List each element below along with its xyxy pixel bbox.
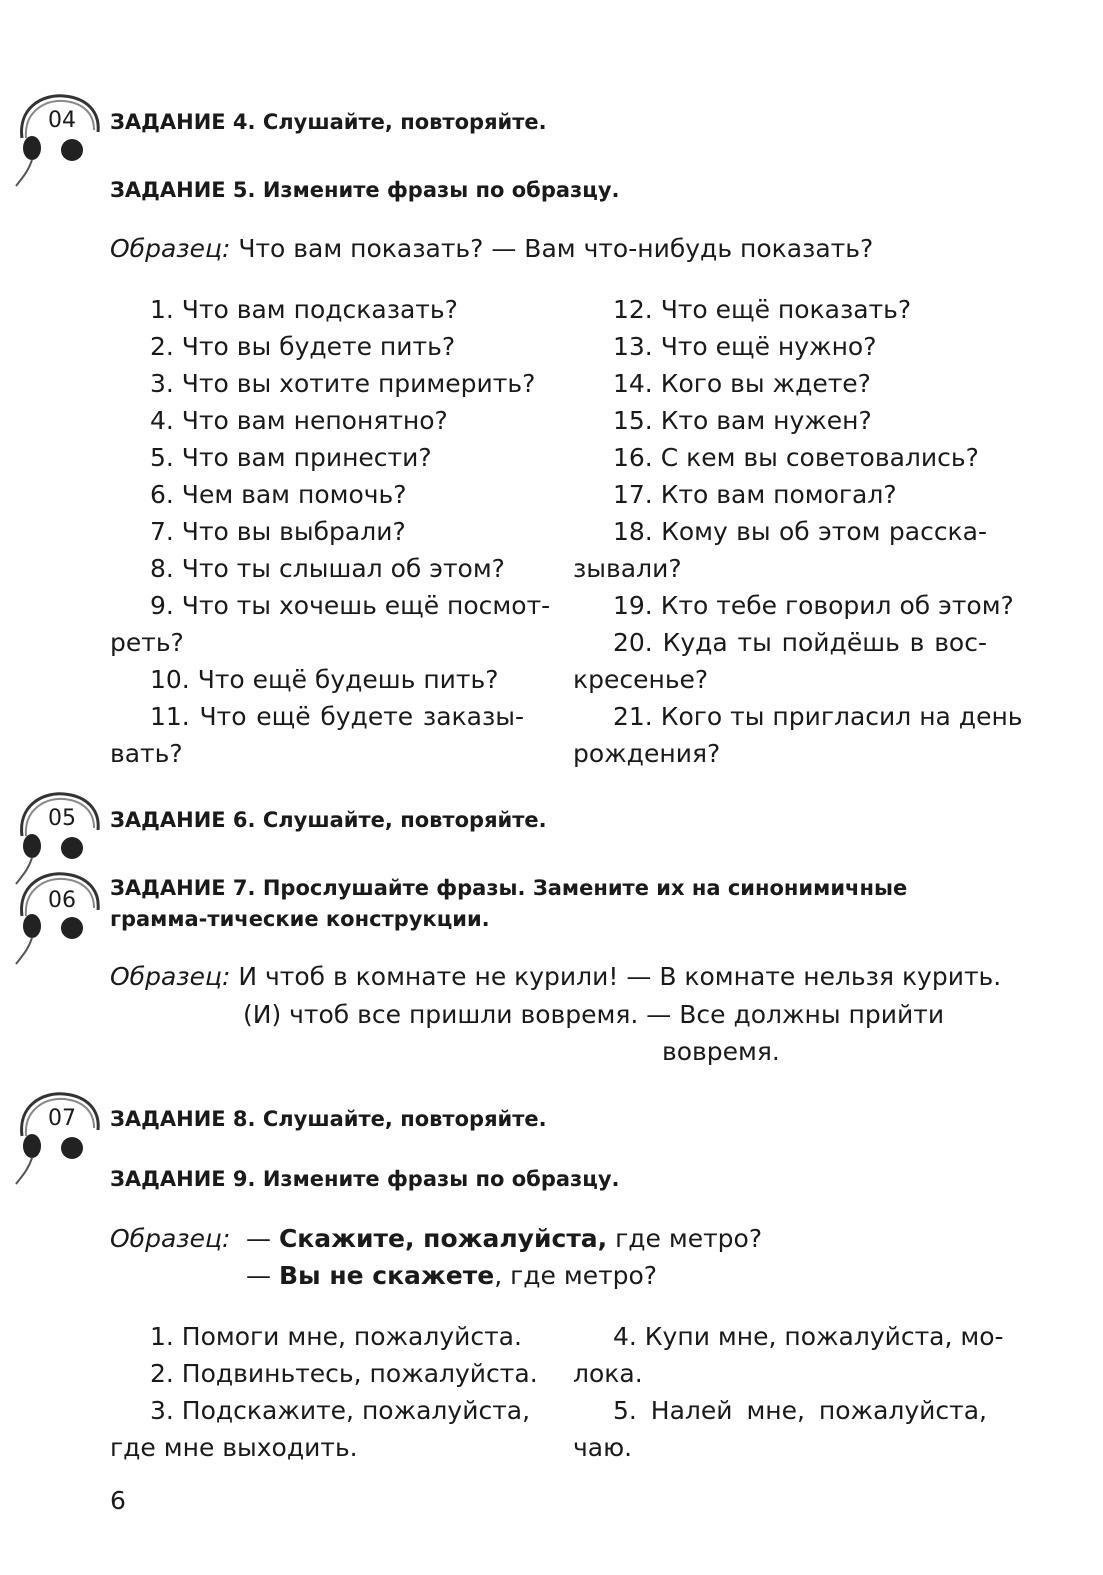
task9-sample-line xyxy=(246,1261,657,1290)
list-item-continuation: зывали? xyxy=(573,554,682,583)
task9-column-right xyxy=(573,1318,1004,1466)
list-item: 14. Кого вы ждете? xyxy=(613,369,871,398)
list-item: 8. Что ты слышал об этом? xyxy=(150,554,505,583)
list-item: 13. Что ещё нужно? xyxy=(613,332,877,361)
sample-label: Образец: xyxy=(110,234,231,263)
page-number: 6 xyxy=(110,1486,126,1515)
dash: — xyxy=(246,1261,271,1290)
task9-title: ЗАДАНИЕ 9. Измените фразы по образцу. xyxy=(110,1167,620,1191)
task4-title: ЗАДАНИЕ 4. Слушайте, повторяйте. xyxy=(110,110,547,134)
list-item-continuation: вать? xyxy=(110,739,183,768)
sample-text: И чтоб в комнате не курили! — В комнате нельзя курить. xyxy=(238,962,1002,991)
list-item: 4. Купи мне, пожалуйста, мо- xyxy=(613,1322,1004,1351)
dash: — xyxy=(246,1224,271,1253)
list-item: 1. Что вам подсказать? xyxy=(150,295,458,324)
list-item: 16. С кем вы советовались? xyxy=(613,443,979,472)
audio-track-number: 07 xyxy=(48,1106,76,1131)
list-item: 7. Что вы выбрали? xyxy=(150,517,406,546)
audio-track-number: 05 xyxy=(48,806,76,831)
task5-sample xyxy=(110,234,873,263)
list-item: 6. Чем вам помочь? xyxy=(150,480,407,509)
task7-sample-line: (И) чтоб все пришли вовремя. — Все должны прийти xyxy=(243,1000,945,1029)
list-item: 11. Что ещё будете заказы- xyxy=(150,702,524,731)
list-item: 2. Что вы будете пить? xyxy=(150,332,456,361)
task5-title: ЗАДАНИЕ 5. Измените фразы по образцу. xyxy=(110,178,620,202)
task5-column-left xyxy=(110,291,551,772)
audio-track-number: 04 xyxy=(48,108,76,133)
sample-rest: где метро? xyxy=(607,1224,763,1253)
list-item: 19. Кто тебе говорил об этом? xyxy=(613,591,1014,620)
list-item-continuation: чаю. xyxy=(573,1433,633,1462)
task9-sample xyxy=(110,1224,230,1253)
list-item: 15. Кто вам нужен? xyxy=(613,406,872,435)
list-item: 2. Подвиньтесь, пожалуйста. xyxy=(150,1359,538,1388)
list-item: 3. Подскажите, пожалуйста, xyxy=(150,1396,531,1425)
list-item: 12. Что ещё показать? xyxy=(613,295,912,324)
list-item: 20. Куда ты пойдёшь в вос- xyxy=(613,628,987,657)
task6-title: ЗАДАНИЕ 6. Слушайте, повторяйте. xyxy=(110,808,547,832)
sample-rest: , где метро? xyxy=(494,1261,658,1290)
sample-label: Образец: xyxy=(110,962,231,991)
headphones-icon[interactable] xyxy=(12,866,102,966)
task9-column-left xyxy=(110,1318,538,1466)
task8-title: ЗАДАНИЕ 8. Слушайте, повторяйте. xyxy=(110,1107,547,1131)
headphones-icon[interactable] xyxy=(12,1086,102,1186)
list-item-continuation: лока. xyxy=(573,1359,643,1388)
sample-bold: Скажите, пожалуйста, xyxy=(278,1224,608,1253)
list-item: 21. Кого ты пригласил на день xyxy=(613,702,1023,731)
task7-sample xyxy=(110,962,1001,991)
list-item: 9. Что ты хочешь ещё посмот- xyxy=(150,591,551,620)
list-item-continuation: рождения? xyxy=(573,739,721,768)
audio-track-number: 06 xyxy=(48,888,76,913)
list-item: 1. Помоги мне, пожалуйста. xyxy=(150,1322,522,1351)
list-item: 10. Что ещё будешь пить? xyxy=(150,665,499,694)
list-item: 5. Что вам принести? xyxy=(150,443,432,472)
task5-column-right xyxy=(573,291,1023,772)
list-item-continuation: кресенье? xyxy=(573,665,709,694)
task9-sample-line xyxy=(246,1224,762,1253)
list-item: 5. Налей мне, пожалуйста, xyxy=(613,1396,987,1425)
task7-sample-line: вовремя. xyxy=(662,1037,780,1066)
sample-bold: Вы не скажете xyxy=(278,1261,495,1290)
list-item: 3. Что вы хотите примерить? xyxy=(150,369,536,398)
task7-title: ЗАДАНИЕ 7. Прослушайте фразы. Замените их на синонимичные грамма-тические конструкции. xyxy=(110,876,908,931)
headphones-icon[interactable] xyxy=(12,88,102,188)
list-item-continuation: где мне выходить. xyxy=(110,1433,358,1462)
list-item: 4. Что вам непонятно? xyxy=(150,406,448,435)
list-item: 18. Кому вы об этом расска- xyxy=(613,517,987,546)
list-item-continuation: реть? xyxy=(110,628,184,657)
list-item: 17. Кто вам помогал? xyxy=(613,480,897,509)
sample-label: Образец: xyxy=(110,1224,231,1253)
sample-text: Что вам показать? — Вам что-нибудь показать? xyxy=(238,234,874,263)
